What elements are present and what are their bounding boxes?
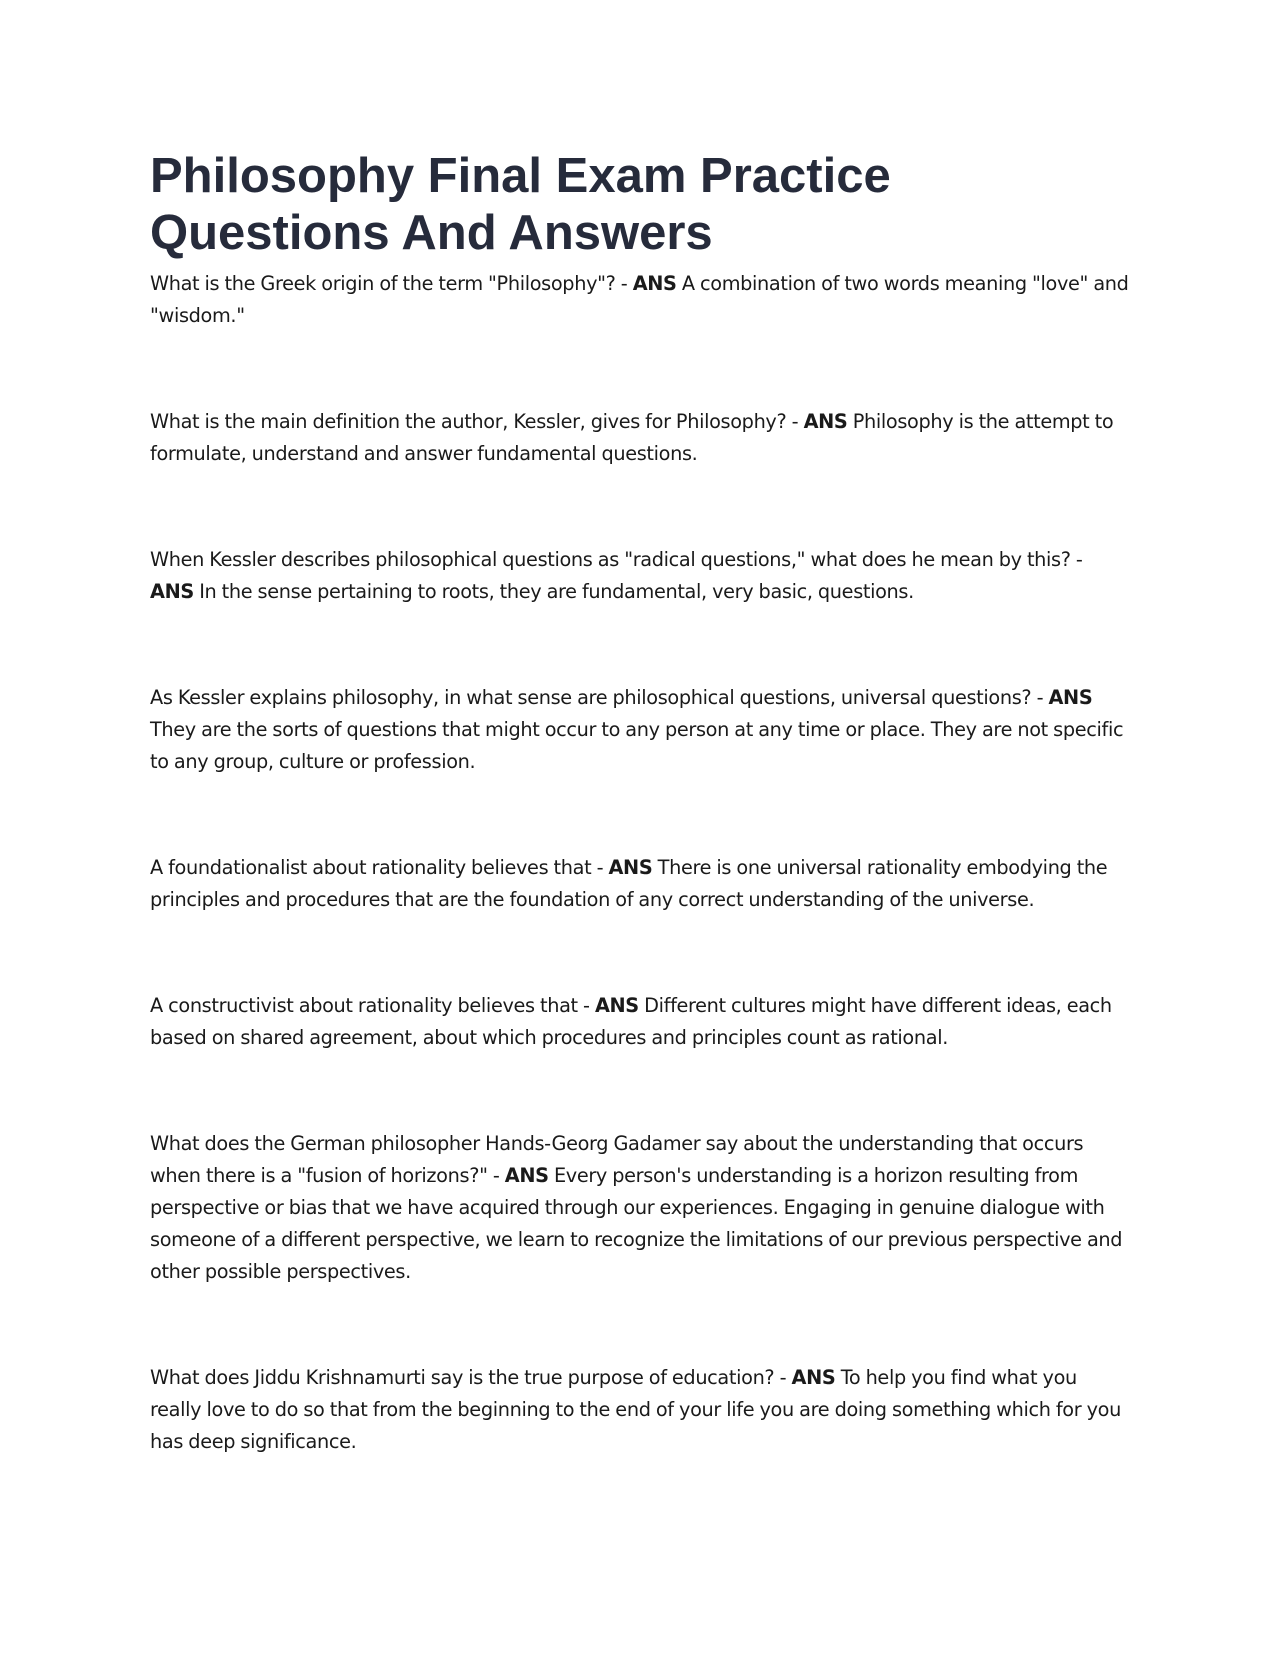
separator: -	[1070, 548, 1083, 571]
question-text: When Kessler describes philosophical questions as "radical questions," what does he mean by this?	[150, 548, 1071, 571]
separator: -	[615, 272, 633, 295]
separator: -	[1031, 686, 1049, 709]
qa-item-8	[150, 1362, 1130, 1458]
qa-item-5	[150, 852, 1130, 916]
question-text: A foundationalist about rationality believes that	[150, 856, 592, 879]
answer-marker: ANS	[594, 994, 639, 1017]
question-text: What does Jiddu Krishnamurti say is the true purpose of education?	[150, 1366, 775, 1389]
answer-text: There is one universal rationality embodying the principles and procedures that are the foundation of any correct understanding of the universe.	[150, 856, 1108, 911]
question-text: A constructivist about rationality believes that	[150, 994, 578, 1017]
answer-text: A combination of two words meaning "love" and "wisdom."	[150, 272, 1129, 327]
separator: -	[591, 856, 609, 879]
question-text: As Kessler explains philosophy, in what sense are philosophical questions, universal questions?	[150, 686, 1032, 709]
separator: -	[786, 410, 804, 433]
document-page	[150, 148, 1130, 1532]
question-text: What does the German philosopher Hands-Georg Gadamer say about the understanding that occurs when there is a "fusion of horizons?"	[150, 1132, 1084, 1187]
answer-marker: ANS	[632, 272, 677, 295]
separator: -	[774, 1366, 792, 1389]
qa-item-4	[150, 682, 1130, 778]
answer-text: In the sense pertaining to roots, they are fundamental, very basic, questions.	[199, 580, 914, 603]
answer-text: To help you find what you really love to do so that from the beginning to the end of your life you are doing something which for you has deep significance.	[150, 1366, 1121, 1453]
separator: -	[487, 1164, 505, 1187]
qa-item-1	[150, 268, 1130, 332]
document-title: Philosophy Final Exam Practice Questions And Answers	[150, 149, 891, 260]
separator: -	[577, 994, 595, 1017]
answer-marker: ANS	[1048, 686, 1093, 709]
qa-item-3	[150, 544, 1130, 608]
qa-item-6	[150, 990, 1130, 1054]
answer-marker: ANS	[150, 580, 194, 603]
question-text: What is the main definition the author, Kessler, gives for Philosophy?	[150, 410, 787, 433]
answer-text: Every person's understanding is a horizon resulting from perspective or bias that we have acquired through our experiences. Engaging in genuine dialogue with someone of a different perspective, we learn to recognize the limitations of our previous perspective and other possible perspectives.	[150, 1164, 1123, 1283]
question-text: What is the Greek origin of the term "Philosophy"?	[150, 272, 616, 295]
answer-text: They are the sorts of questions that might occur to any person at any time or place. They are not specific to any group, culture or profession.	[150, 718, 1124, 773]
answer-marker: ANS	[608, 856, 653, 879]
answer-text: Different cultures might have different ideas, each based on shared agreement, about which procedures and principles count as rational.	[150, 994, 1112, 1049]
answer-marker: ANS	[504, 1164, 549, 1187]
answer-marker: ANS	[803, 410, 848, 433]
answer-text: Philosophy is the attempt to formulate, understand and answer fundamental questions.	[150, 410, 1114, 465]
qa-list	[150, 268, 1130, 1458]
qa-item-2	[150, 406, 1130, 470]
answer-marker: ANS	[791, 1366, 836, 1389]
qa-item-7	[150, 1128, 1130, 1288]
